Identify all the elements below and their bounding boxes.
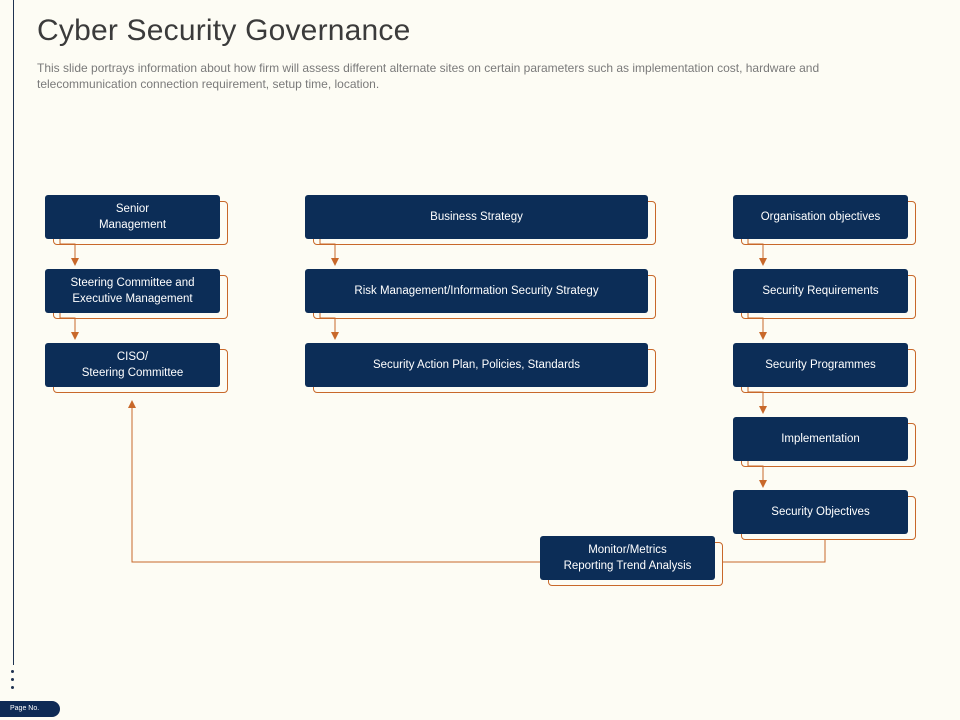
page-title: Cyber Security Governance — [37, 14, 411, 47]
node-organisation-objectives: Organisation objectives — [733, 195, 908, 239]
node-risk-management: Risk Management/Information Security Strategy — [305, 269, 648, 313]
node-implementation: Implementation — [733, 417, 908, 461]
node-security-objectives: Security Objectives — [733, 490, 908, 534]
node-security-programmes: Security Programmes — [733, 343, 908, 387]
arrow-monitor-to-ciso — [132, 404, 546, 562]
node-business-strategy: Business Strategy — [305, 195, 648, 239]
page-number-tab: Page No. — [0, 701, 60, 717]
node-senior-management: Senior Management — [45, 195, 220, 239]
node-monitor-metrics: Monitor/Metrics Reporting Trend Analysis — [540, 536, 715, 580]
node-security-action-plan: Security Action Plan, Policies, Standards — [305, 343, 648, 387]
connector-objectives-to-monitor — [722, 540, 825, 562]
node-steering-committee: Steering Committee and Executive Management — [45, 269, 220, 313]
node-ciso: CISO/ Steering Committee — [45, 343, 220, 387]
page-subtitle: This slide portrays information about how firm will assess different alternate sites on certain parameters such as implementation cost, hardware and telecommunication connection requirement, setup time, location. — [37, 61, 820, 91]
node-security-requirements: Security Requirements — [733, 269, 908, 313]
